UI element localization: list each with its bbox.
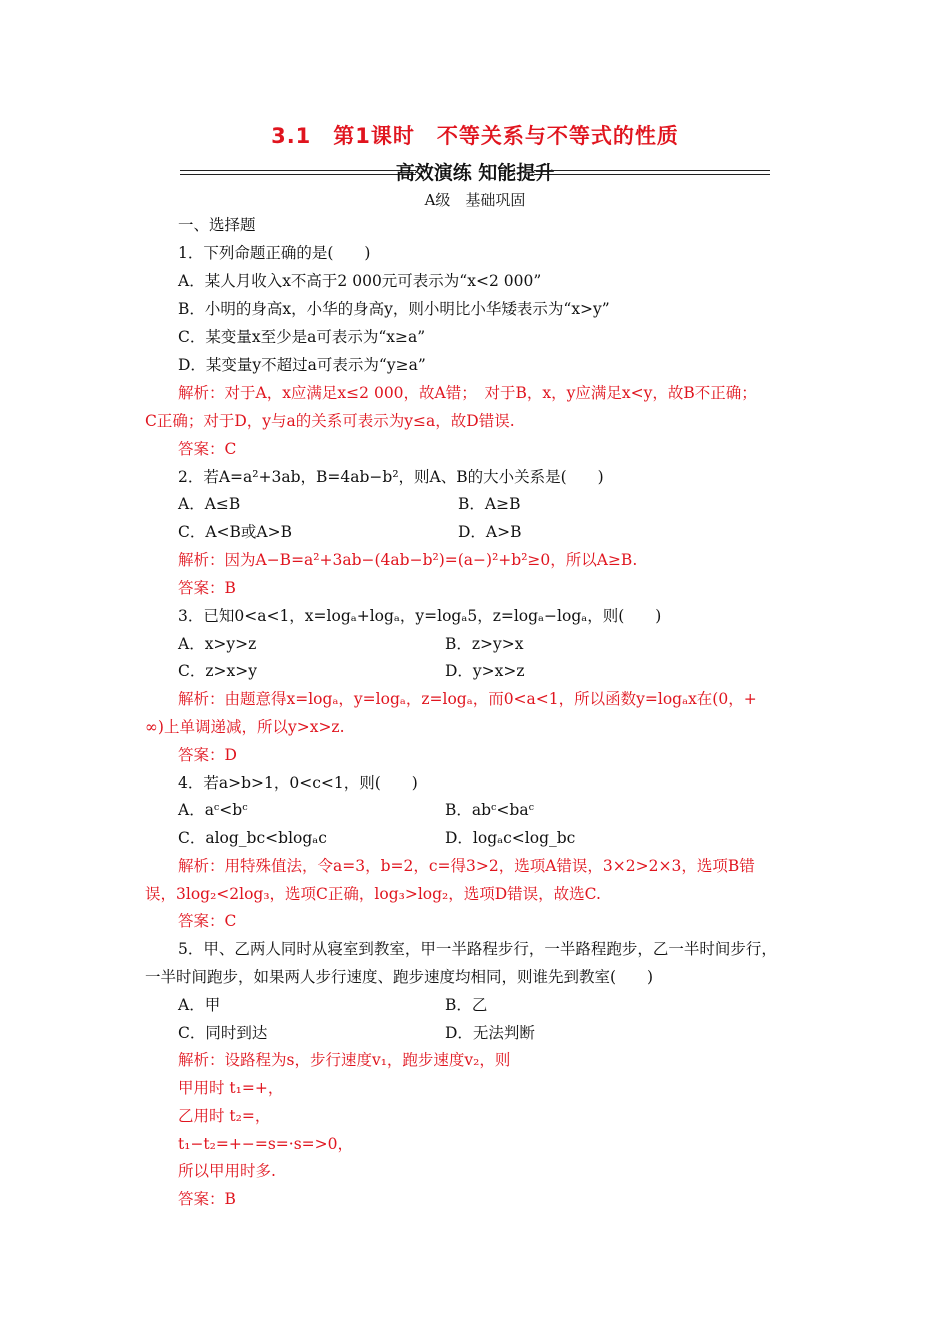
q1-option-c: C．某变量x至少是a可表示为“x≥a”: [178, 328, 426, 346]
q1-option-b: B．小明的身高x，小华的身高y，则小明比小华矮表示为“x>y”: [178, 300, 610, 318]
banner-rule-right: [534, 170, 770, 175]
q4-answer: 答案：C: [178, 912, 237, 930]
q4-stem: 4．若a>b>1，0<c<1，则( ): [178, 774, 418, 792]
level-heading: A级 基础巩固: [424, 191, 526, 209]
section-banner: [180, 158, 770, 186]
q1-explanation-line1: 解析：对于A，x应满足x≤2 000，故A错； 对于B，x，y应满足x<y，故B不正确；: [178, 384, 757, 402]
q4-option-a: A．aᶜ<bᶜ: [178, 801, 248, 819]
banner-text: 高效演练 知能提升: [395, 162, 555, 184]
q3-answer: 答案：D: [178, 746, 237, 764]
q4-option-d: D．logₐc<log_bc: [445, 829, 576, 847]
q5-option-b: B．乙: [445, 996, 488, 1014]
q5-explanation-line2: 甲用时 t₁=+，: [178, 1079, 284, 1097]
q3-option-c: C．z>x>y: [178, 662, 257, 680]
q2-option-b: B．A≥B: [458, 495, 521, 513]
q5-explanation-line3: 乙用时 t₂=，: [178, 1107, 271, 1125]
q2-option-a: A．A≤B: [178, 495, 241, 513]
q2-answer: 答案：B: [178, 579, 236, 597]
q1-explanation-line2: C正确；对于D，y与a的关系可表示为y≤a，故D错误.: [145, 412, 515, 430]
q3-option-d: D．y>x>z: [445, 662, 525, 680]
q5-stem-line1: 5．甲、乙两人同时从寝室到教室，甲一半路程步行，一半路程跑步，乙一半时间步行，: [178, 940, 777, 958]
page-title: 3.1 第1课时 不等关系与不等式的性质: [271, 124, 679, 148]
q2-option-c: C．A<B或A>B: [178, 523, 293, 541]
q3-explanation-line2: ∞)上单调递减，所以y>x>z.: [145, 718, 345, 736]
q5-option-a: A．甲: [178, 996, 221, 1014]
q1-stem: 1．下列命题正确的是( ): [178, 244, 371, 262]
q2-option-d: D．A>B: [458, 523, 522, 541]
q1-option-a: A．某人月收入x不高于2 000元可表示为“x<2 000”: [178, 272, 542, 290]
q3-explanation-line1: 解析：由题意得x=logₐ，y=logₐ，z=logₐ，而0<a<1，所以函数y=logₐx在(0，+: [178, 690, 757, 708]
q5-option-c: C．同时到达: [178, 1024, 268, 1042]
q5-explanation-line1: 解析：设路程为s，步行速度v₁，跑步速度v₂，则: [178, 1051, 511, 1069]
q4-option-b: B．abᶜ<baᶜ: [445, 801, 534, 819]
q5-stem-line2: 一半时间跑步，如果两人步行速度、跑步速度均相同，则谁先到教室( ): [145, 968, 654, 986]
q3-option-a: A．x>y>z: [178, 635, 257, 653]
q4-explanation-line1: 解析：用特殊值法，令a=3，b=2，c=得3>2，选项A错误，3×2>2×3，选项B错: [178, 857, 755, 875]
q1-answer: 答案：C: [178, 440, 237, 458]
q5-explanation-line4: t₁−t₂=+−=s=·s=>0，: [178, 1135, 353, 1153]
q4-option-c: C．alog_bc<blogₐc: [178, 829, 327, 847]
q5-explanation-line5: 所以甲用时多.: [178, 1162, 276, 1180]
q5-answer: 答案：B: [178, 1190, 236, 1208]
section-heading: 一、选择题: [178, 216, 256, 234]
q5-option-d: D．无法判断: [445, 1024, 535, 1042]
q2-stem: 2．若A=a²+3ab，B=4ab−b²，则A、B的大小关系是( ): [178, 468, 604, 486]
q3-stem: 3．已知0<a<1，x=logₐ+logₐ，y=logₐ5，z=logₐ−logₐ，则( ): [178, 607, 662, 625]
q2-explanation: 解析：因为A−B=a²+3ab−(4ab−b²)=(a−)²+b²≥0，所以A≥B.: [178, 551, 638, 569]
q4-explanation-line2: 误，3log₂<2log₃，选项C正确，log₃>log₂，选项D错误，故选C.: [145, 885, 601, 903]
q1-option-d: D．某变量y不超过a可表示为“y≥a”: [178, 356, 426, 374]
q3-option-b: B．z>y>x: [445, 635, 524, 653]
